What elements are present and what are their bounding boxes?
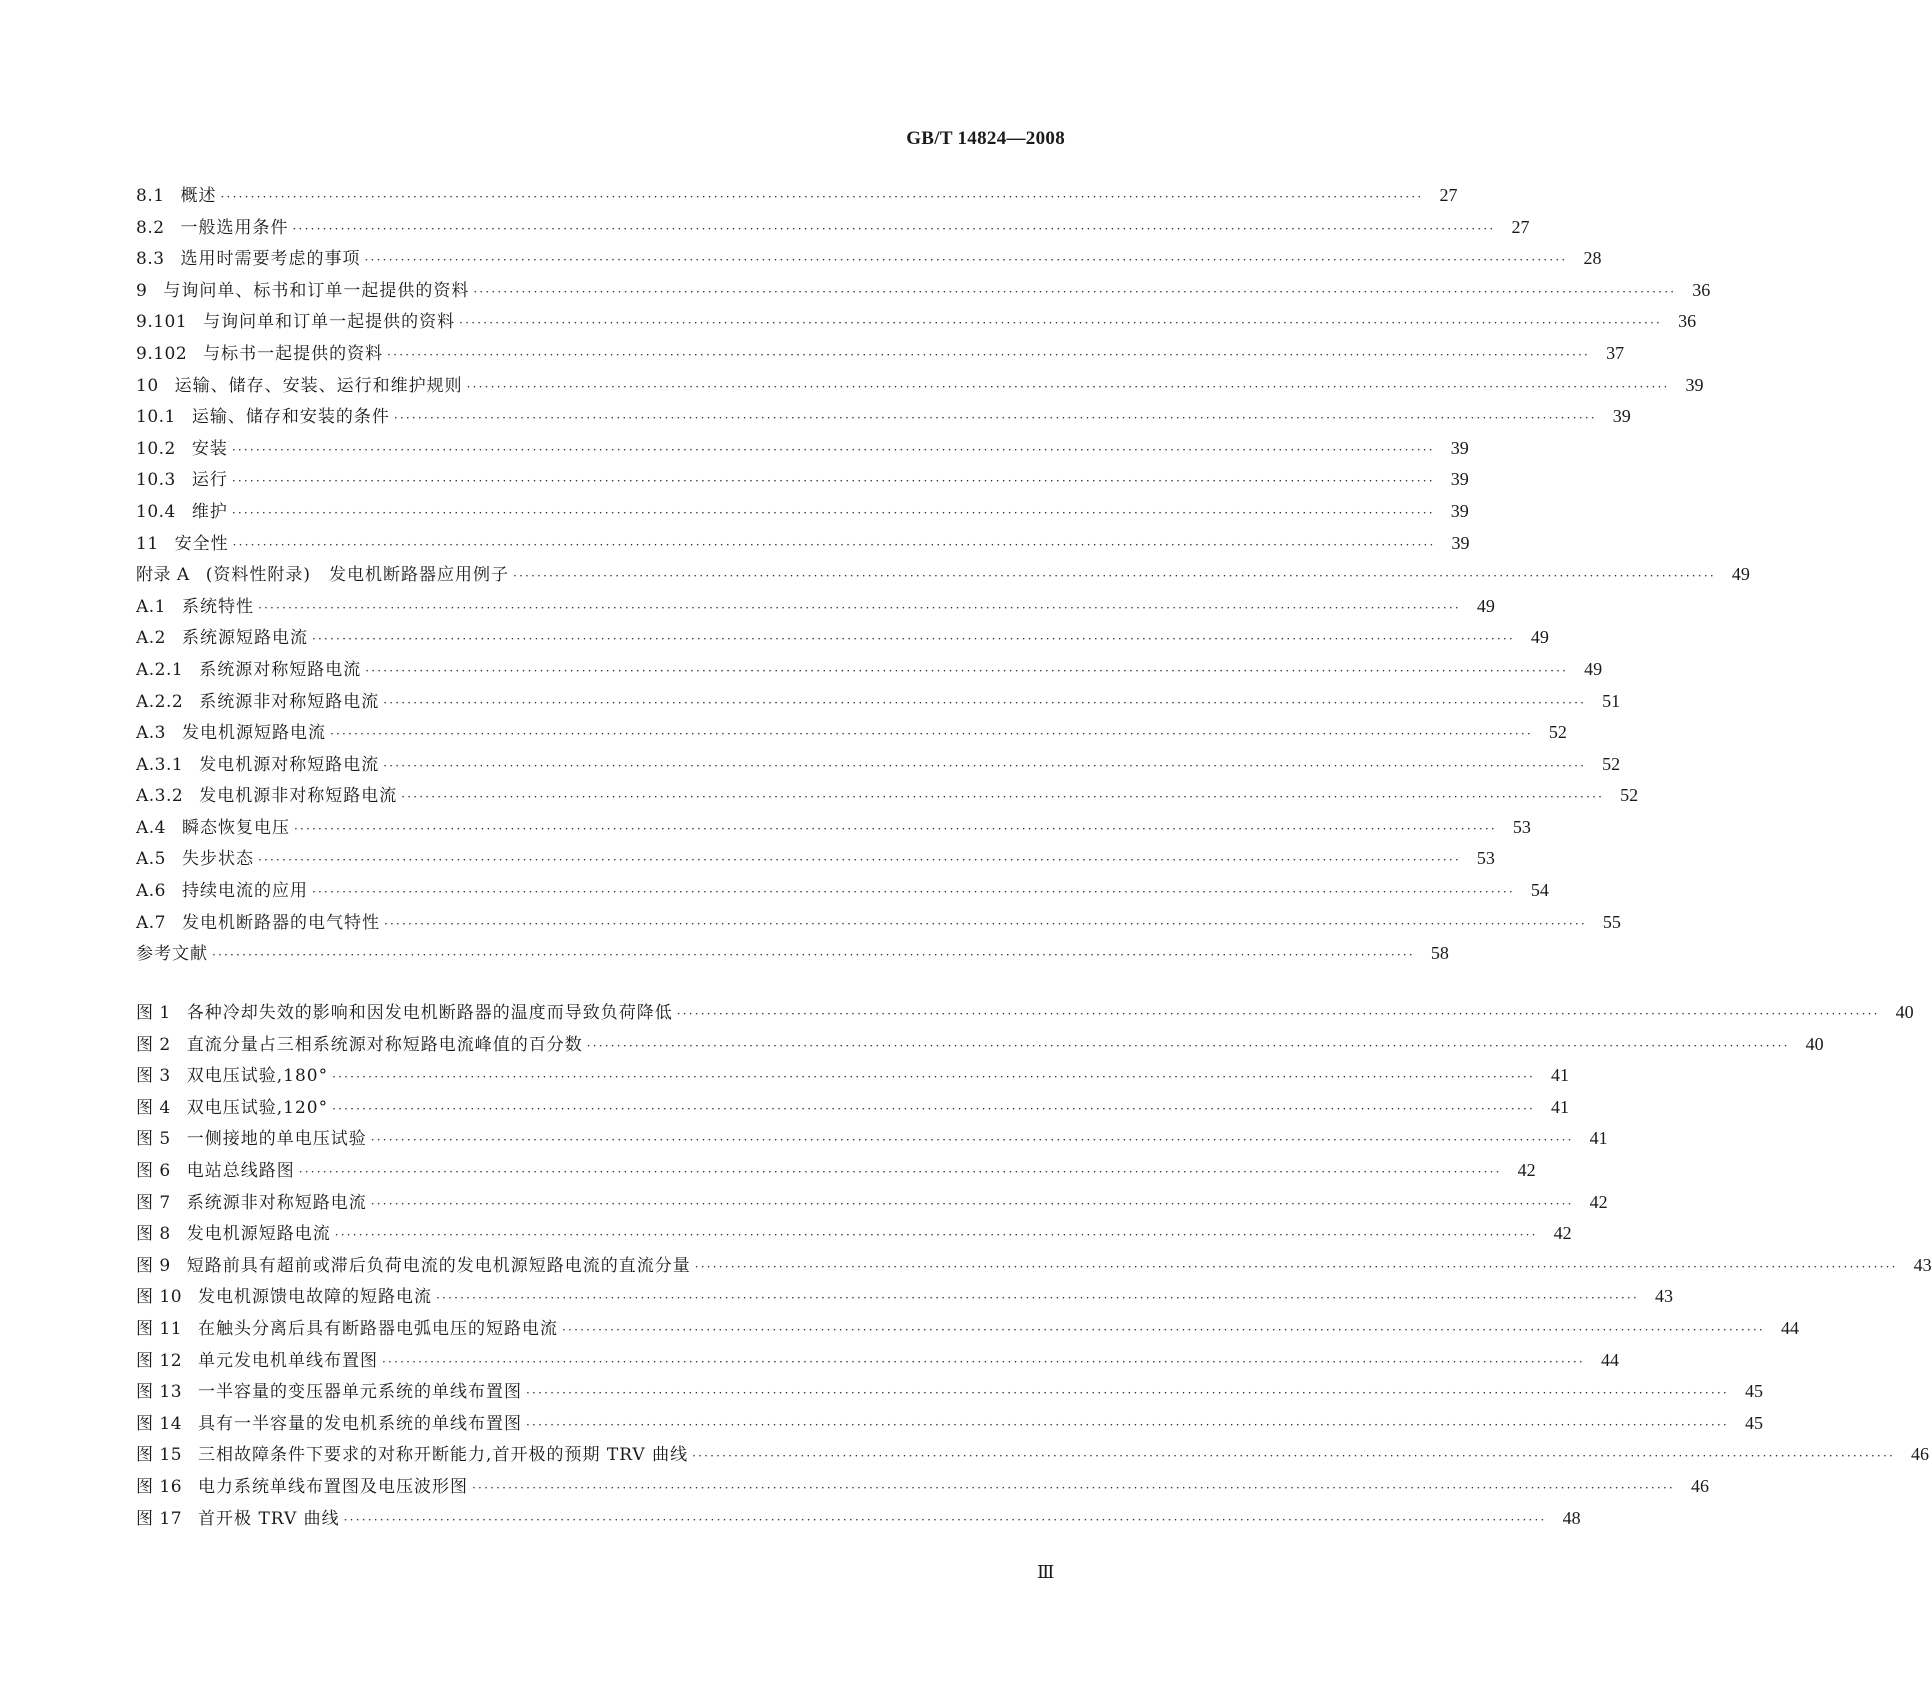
toc-entry[interactable] (136, 938, 1449, 970)
toc-entry[interactable] (136, 1281, 1673, 1313)
toc-entry[interactable] (136, 875, 1549, 907)
toc-entry-title: 概述 (180, 186, 217, 206)
toc-entry-title: 系统特性 (182, 596, 254, 617)
toc-dot-leader: ········································································································································································································ (258, 853, 1461, 868)
toc-entry-number: 8.2 (136, 217, 165, 238)
toc-entry[interactable] (136, 812, 1531, 844)
toc-entry[interactable] (136, 1092, 1569, 1124)
toc-entry[interactable] (136, 243, 1602, 275)
toc-entry-number: 9.102 (136, 343, 188, 364)
toc-entry-title: 发电机源非对称短路电流 (199, 786, 398, 807)
toc-entry[interactable] (136, 275, 1711, 307)
toc-dot-leader: ········································································································································································································ (692, 1449, 1895, 1464)
toc-entry-page: 41 (1550, 1065, 1569, 1086)
toc-dot-leader: ········································································································································································································ (387, 347, 1591, 362)
toc-entry-title: 电站总线路图 (186, 1160, 295, 1181)
toc-entry[interactable] (136, 528, 1470, 560)
toc-entry-title: 维护 (191, 501, 228, 522)
toc-entry[interactable] (136, 717, 1567, 749)
toc-entry-page: 39 (1685, 374, 1704, 395)
toc-entry[interactable] (136, 1345, 1619, 1377)
toc-entry-page: 43 (1654, 1286, 1673, 1307)
toc-entry[interactable] (136, 1155, 1536, 1187)
toc-entry-page: 53 (1476, 848, 1495, 869)
toc-entry-page: 44 (1600, 1349, 1619, 1370)
toc-entry-page: 39 (1450, 469, 1469, 490)
toc-entry-number: A.7 (136, 912, 166, 933)
toc-dot-leader: ········································································································································································································ (401, 790, 1605, 805)
toc-entry-number: 图 14 (136, 1413, 183, 1434)
toc-entry-number: 10 (136, 375, 159, 396)
toc-figures-list (136, 997, 1932, 1534)
toc-entry-page: 51 (1602, 690, 1621, 711)
toc-entry-number: 9 (136, 280, 148, 301)
toc-entry-title: 运输、储存和安装的条件 (191, 407, 390, 428)
toc-entry-title: 系统源非对称短路电流 (186, 1192, 367, 1213)
toc-dot-leader: ········································································································································································································ (393, 411, 1597, 426)
toc-entry[interactable] (136, 212, 1530, 244)
toc-entry-page: 28 (1583, 248, 1602, 269)
toc-entry[interactable] (136, 1187, 1608, 1219)
toc-entry[interactable] (136, 907, 1621, 939)
toc-entry-title: 选用时需要考虑的事项 (180, 249, 361, 270)
toc-dot-leader: ········································································································································································································ (466, 379, 1670, 394)
toc-entry-number: 8.3 (136, 249, 165, 270)
toc-entry-page: 49 (1584, 658, 1603, 679)
toc-entry-number: 附录 A (136, 565, 190, 586)
toc-dot-leader: ········································································································································································································ (526, 1417, 1729, 1432)
toc-entry-title: 系统源对称短路电流 (199, 659, 362, 680)
toc-entry-title: 发电机源对称短路电流 (199, 754, 380, 775)
toc-entry-page: 48 (1562, 1507, 1581, 1528)
toc-entry-title: 一侧接地的单电压试验 (186, 1129, 367, 1150)
toc-entry-title: 发电机断路器的电气特性 (182, 912, 380, 933)
toc-entry[interactable] (136, 338, 1625, 370)
toc-entry[interactable] (136, 1218, 1572, 1250)
toc-entry-number: 图 13 (136, 1382, 183, 1403)
toc-entry-number: 10.3 (136, 470, 176, 491)
toc-entry-page: 41 (1589, 1128, 1608, 1149)
toc-dot-leader: ········································································································································································································ (294, 821, 1497, 836)
toc-entry-title: 与标书一起提供的资料 (203, 343, 384, 364)
toc-entry-page: 40 (1805, 1033, 1824, 1054)
toc-dot-leader: ········································································································································································································ (330, 727, 1533, 742)
toc-dot-leader: ········································································································································································································ (365, 663, 1569, 678)
toc-entry[interactable] (136, 180, 1458, 212)
toc-entry-title: 单元发电机单线布置图 (198, 1350, 379, 1371)
toc-entry-page: 46 (1910, 1444, 1929, 1465)
toc-entry-page: 39 (1450, 500, 1469, 521)
toc-entry[interactable] (136, 1503, 1581, 1535)
toc-dot-leader: ········································································································································································································ (332, 1070, 1535, 1085)
toc-entry-title: 双电压试验,180° (186, 1066, 329, 1087)
toc-entry[interactable] (136, 654, 1603, 686)
toc-entry[interactable] (136, 401, 1631, 433)
toc-entry-page: 55 (1602, 911, 1621, 932)
toc-entry[interactable] (136, 749, 1621, 781)
toc-entry-number: 图 3 (136, 1066, 171, 1087)
toc-entry-title: 持续电流的应用 (182, 881, 308, 902)
toc-entry-title: 与询问单、标书和订单一起提供的资料 (163, 280, 470, 301)
toc-dot-leader: ········································································································································································································ (383, 695, 1587, 710)
toc-entry[interactable] (136, 1060, 1569, 1092)
toc-entry-number: 图 17 (136, 1508, 183, 1529)
toc-entry[interactable] (136, 1408, 1763, 1440)
toc-entry-page: 36 (1678, 311, 1697, 332)
toc-entry-page: 39 (1451, 532, 1470, 553)
toc-entry-number: 图 12 (136, 1350, 183, 1371)
toc-entry-number: A.1 (136, 596, 166, 617)
toc-entry-title: 在触头分离后具有断路器电弧电压的短路电流 (198, 1318, 559, 1339)
toc-dot-leader: ········································································································································································································ (370, 1133, 1574, 1148)
toc-entry-title: 三相故障条件下要求的对称开断能力,首开极的预期 TRV 曲线 (198, 1445, 689, 1466)
toc-entry-page: 54 (1530, 880, 1549, 901)
toc-dot-leader: ········································································································································································································ (384, 916, 1587, 931)
toc-entry-page: 27 (1511, 216, 1530, 237)
toc-entry-title: 首开极 TRV 曲线 (198, 1508, 340, 1529)
toc-entry-title: (资料性附录) 发电机断路器应用例子 (205, 565, 509, 586)
toc-entry-title: 安全性 (174, 533, 229, 554)
toc-dot-leader: ········································································································································································································ (312, 632, 1515, 647)
toc-dot-leader: ········································································································································································································ (220, 190, 1424, 204)
toc-dot-leader: ········································································································································································································ (473, 284, 1677, 299)
toc-entry[interactable] (136, 1313, 1799, 1345)
toc-entry[interactable] (136, 496, 1469, 528)
toc-dot-leader: ········································································································································································································ (364, 253, 1568, 268)
toc-entry-number: A.2.1 (136, 659, 184, 680)
toc-dot-leader: ········································································································································································································ (212, 948, 1415, 963)
toc-entry[interactable] (136, 559, 1750, 591)
toc-entry-number: 图 9 (136, 1255, 171, 1276)
toc-entry-page: 49 (1731, 564, 1750, 585)
toc-entry-title: 瞬态恢复电压 (182, 817, 290, 838)
toc-dot-leader: ········································································································································································································ (562, 1322, 1765, 1337)
toc-entry[interactable] (136, 306, 1697, 338)
toc-entry-title: 电力系统单线布置图及电压波形图 (198, 1476, 469, 1497)
toc-dot-leader: ········································································································································································································ (298, 1164, 1502, 1179)
toc-entry-title: 系统源非对称短路电流 (199, 691, 380, 712)
toc-entry-number: 8.1 (136, 186, 165, 206)
toc-entry[interactable] (136, 1029, 1824, 1061)
toc-entry[interactable] (136, 1376, 1763, 1408)
toc-entry-page: 52 (1548, 722, 1567, 743)
toc-entry-title: 具有一半容量的发电机系统的单线布置图 (198, 1413, 523, 1434)
toc-entry-page: 53 (1512, 816, 1531, 837)
toc-entry-number: 图 8 (136, 1224, 171, 1245)
toc-entry-page: 42 (1589, 1191, 1608, 1212)
toc-entry-page: 58 (1430, 943, 1449, 964)
toc-entry-title: 一半容量的变压器单元系统的单线布置图 (198, 1382, 523, 1403)
toc-entry-page: 46 (1690, 1475, 1709, 1496)
toc-entry-page: 36 (1692, 279, 1711, 300)
toc-entry-number: A.5 (136, 849, 166, 870)
toc-entry-title: 参考文献 (136, 944, 208, 965)
toc-entry-page: 39 (1612, 406, 1631, 427)
toc-entry-number: 图 2 (136, 1034, 171, 1055)
toc-dot-leader: ········································································································································································································ (231, 505, 1435, 520)
toc-entry[interactable] (136, 464, 1469, 496)
toc-entry-number: A.6 (136, 881, 166, 902)
standard-number: GB/T 14824—2008 (906, 128, 1065, 149)
toc-entry-number: 图 7 (136, 1192, 171, 1213)
toc-dot-leader: ········································································································································································································ (343, 1512, 1547, 1527)
toc-entry-number: 图 1 (136, 1003, 171, 1023)
toc-dot-leader: ········································································································································································································ (292, 221, 1496, 236)
toc-dot-leader: ········································································································································································································ (586, 1038, 1790, 1053)
toc-dot-leader: ········································································································································································································ (232, 537, 1436, 552)
toc-entry-page: 43 (1913, 1254, 1932, 1275)
toc-dot-leader: ········································································································································································································ (459, 316, 1663, 331)
toc-dot-leader: ········································································································································································································ (694, 1259, 1898, 1274)
toc-entry-page: 49 (1476, 595, 1495, 616)
toc-entry-number: 11 (136, 533, 159, 554)
toc-entry-page: 45 (1744, 1412, 1763, 1433)
toc-dot-leader: ········································································································································································································ (526, 1386, 1729, 1401)
toc-dot-leader: ········································································································································································································ (258, 600, 1461, 615)
toc-entry-title: 发电机源短路电流 (186, 1224, 331, 1245)
page-number: Ⅲ (1037, 1562, 1055, 1582)
toc-entry-number: 10.2 (136, 438, 176, 459)
toc-dot-leader: ········································································································································································································ (231, 474, 1435, 489)
toc-entry-title: 短路前具有超前或滞后负荷电流的发电机源短路电流的直流分量 (186, 1255, 691, 1276)
toc-entry-title: 运行 (191, 470, 228, 491)
toc-entry-title: 与询问单和订单一起提供的资料 (203, 312, 456, 333)
toc-entry[interactable] (136, 370, 1704, 402)
toc-entry[interactable] (136, 997, 1914, 1029)
toc-entry-title: 一般选用条件 (180, 217, 289, 238)
toc-entry[interactable] (136, 843, 1495, 875)
toc-entry-page: 49 (1530, 627, 1549, 648)
toc-entry-page: 39 (1450, 437, 1469, 458)
toc-entry-number: 图 16 (136, 1476, 183, 1497)
toc-entry-number: 10.4 (136, 501, 176, 522)
toc-entry[interactable] (136, 591, 1495, 623)
toc-entry[interactable] (136, 1439, 1929, 1471)
toc-sections-list (136, 180, 1750, 970)
toc-entry-title: 各种冷却失效的影响和因发电机断路器的温度而导致负荷降低 (186, 1003, 673, 1023)
toc-entry[interactable] (136, 780, 1639, 812)
toc-dot-leader: ········································································································································································································ (382, 1354, 1585, 1369)
toc-entry-number: 9.101 (136, 312, 188, 333)
toc-entry-number: 图 4 (136, 1097, 171, 1118)
toc-dot-leader: ········································································································································································································ (472, 1480, 1675, 1495)
toc-entry-number: 图 6 (136, 1160, 171, 1181)
toc-entry-page: 40 (1895, 1002, 1914, 1022)
toc-entry-page: 27 (1439, 185, 1458, 205)
toc-dot-leader: ········································································································································································································ (334, 1228, 1538, 1243)
toc-entry-page: 52 (1602, 753, 1621, 774)
toc-entry-number: A.3.2 (136, 786, 184, 807)
toc-dot-leader: ········································································································································································································ (370, 1196, 1574, 1211)
toc-entry-page: 41 (1550, 1096, 1569, 1117)
toc-entry-number: 10.1 (136, 407, 176, 428)
toc-dot-leader: ········································································································································································································ (383, 758, 1587, 773)
toc-entry[interactable] (136, 1250, 1932, 1282)
toc-entry[interactable] (136, 622, 1549, 654)
toc-dot-leader: ········································································································································································································ (676, 1007, 1880, 1021)
toc-entry[interactable] (136, 1123, 1608, 1155)
toc-entry-page: 45 (1744, 1381, 1763, 1402)
toc-entry-title: 运输、储存、安装、运行和维护规则 (174, 375, 463, 396)
toc-entry-title: 双电压试验,120° (186, 1097, 329, 1118)
toc-entry-number: 图 11 (136, 1318, 183, 1339)
toc-entry-number: 图 15 (136, 1445, 183, 1466)
toc-dot-leader: ········································································································································································································ (312, 885, 1515, 900)
toc-entry-page: 42 (1553, 1223, 1572, 1244)
toc-entry[interactable] (136, 686, 1621, 718)
toc-entry-number: A.2 (136, 628, 166, 649)
toc-entry-number: A.2.2 (136, 691, 184, 712)
toc-entry-title: 失步状态 (182, 849, 254, 870)
toc-entry[interactable] (136, 1471, 1709, 1503)
toc-entry-number: A.3 (136, 723, 166, 744)
toc-entry-title: 发电机源短路电流 (182, 723, 326, 744)
toc-entry[interactable] (136, 433, 1469, 465)
toc-entry-title: 直流分量占三相系统源对称短路电流峰值的百分数 (186, 1034, 583, 1055)
toc-entry-title: 发电机源馈电故障的短路电流 (198, 1287, 433, 1308)
toc-entry-number: 图 5 (136, 1129, 171, 1150)
toc-entry-page: 44 (1780, 1317, 1799, 1338)
toc-dot-leader: ········································································································································································································ (332, 1101, 1535, 1116)
toc-entry-title: 安装 (191, 438, 228, 459)
toc-entry-page: 37 (1606, 342, 1625, 363)
toc-entry-number: 图 10 (136, 1287, 183, 1308)
toc-dot-leader: ········································································································································································································ (436, 1291, 1639, 1306)
toc-dot-leader: ········································································································································································································ (231, 442, 1435, 457)
toc-entry-title: 系统源短路电流 (182, 628, 308, 649)
toc-entry-number: A.3.1 (136, 754, 184, 775)
toc-entry-page: 52 (1620, 785, 1639, 806)
toc-entry-number: A.4 (136, 817, 166, 838)
toc-dot-leader: ········································································································································································································ (512, 569, 1716, 584)
toc-entry-page: 42 (1517, 1159, 1536, 1180)
